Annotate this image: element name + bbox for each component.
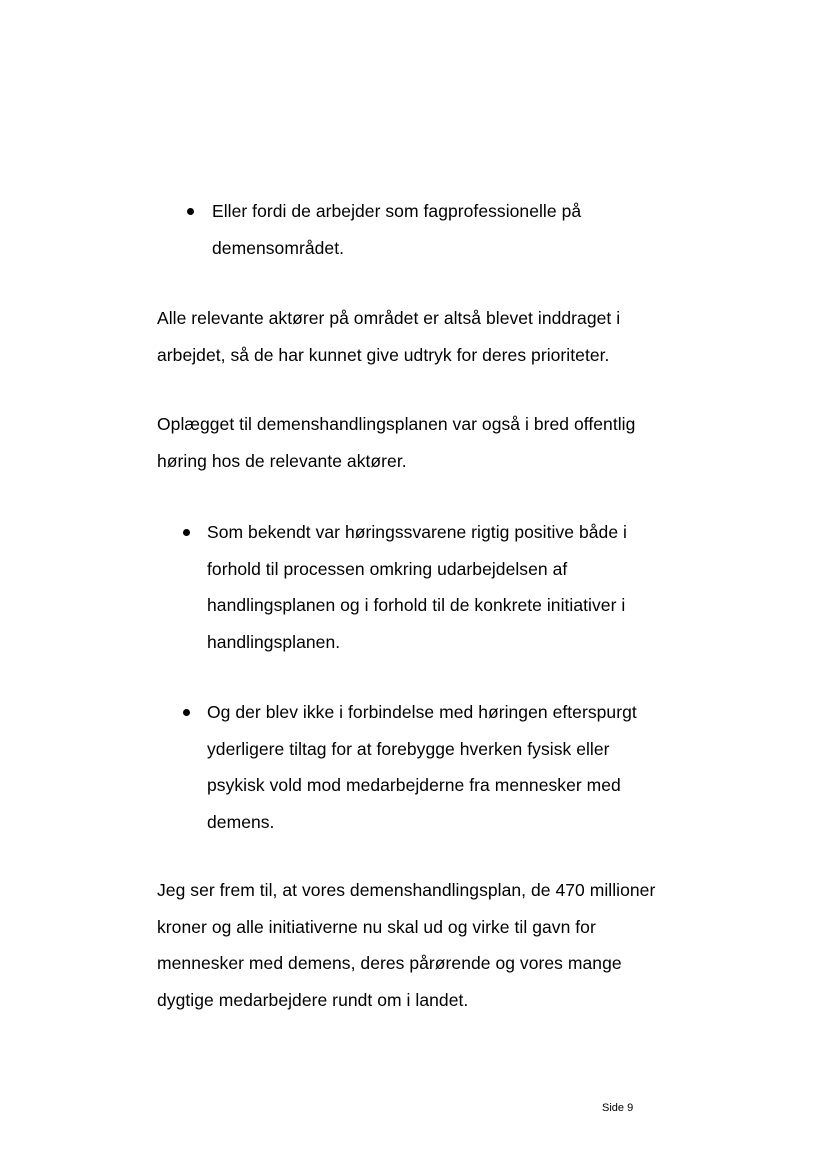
- bullet-line: Eller fordi de arbejder som fagprofessionelle på: [212, 201, 582, 221]
- paragraph-line: Oplægget til demenshandlingsplanen var også i bred offentlig: [157, 414, 636, 434]
- page-number: Side 9: [602, 1102, 634, 1114]
- bullet-line: demensområdet.: [212, 237, 345, 258]
- bullet-line: yderligere tiltag for at forebygge hverken fysisk eller: [207, 738, 610, 759]
- paragraph-line: arbejdet, så de har kunnet give udtryk for deres prioriteter.: [157, 344, 610, 365]
- paragraph-line: Alle relevante aktører på området er altså blevet inddraget i: [157, 308, 621, 328]
- bullet-icon: [183, 709, 190, 716]
- bullet-line: Og der blev ikke i forbindelse med høringen efterspurgt: [207, 702, 637, 722]
- paragraph-line: Jeg ser frem til, at vores demenshandlingsplan, de 470 millioner: [157, 880, 656, 900]
- paragraph-line: høring hos de relevante aktører.: [157, 450, 407, 471]
- bullet-line: handlingsplanen og i forhold til de konkrete initiativer i: [207, 595, 626, 615]
- bullet-line: forhold til processen omkring udarbejdelsen af: [207, 558, 568, 579]
- bullet-line: Som bekendt var høringssvarene rigtig positive både i: [207, 522, 627, 542]
- bullet-line: demens.: [207, 811, 275, 832]
- paragraph-line: dygtige medarbejdere rundt om i landet.: [157, 989, 469, 1010]
- bullet-line: psykisk vold mod medarbejderne fra mennesker med: [207, 775, 621, 795]
- paragraph-line: mennesker med demens, deres pårørende og vores mange: [157, 953, 622, 973]
- paragraph-line: kroner og alle initiativerne nu skal ud og virke til gavn for: [157, 916, 596, 937]
- bullet-icon: [187, 208, 194, 215]
- paragraph: [157, 406, 635, 479]
- paragraph: [157, 300, 620, 373]
- closing-paragraph: [157, 872, 655, 1018]
- bullet-icon: [183, 529, 190, 536]
- bullet-line: handlingsplanen.: [207, 631, 341, 652]
